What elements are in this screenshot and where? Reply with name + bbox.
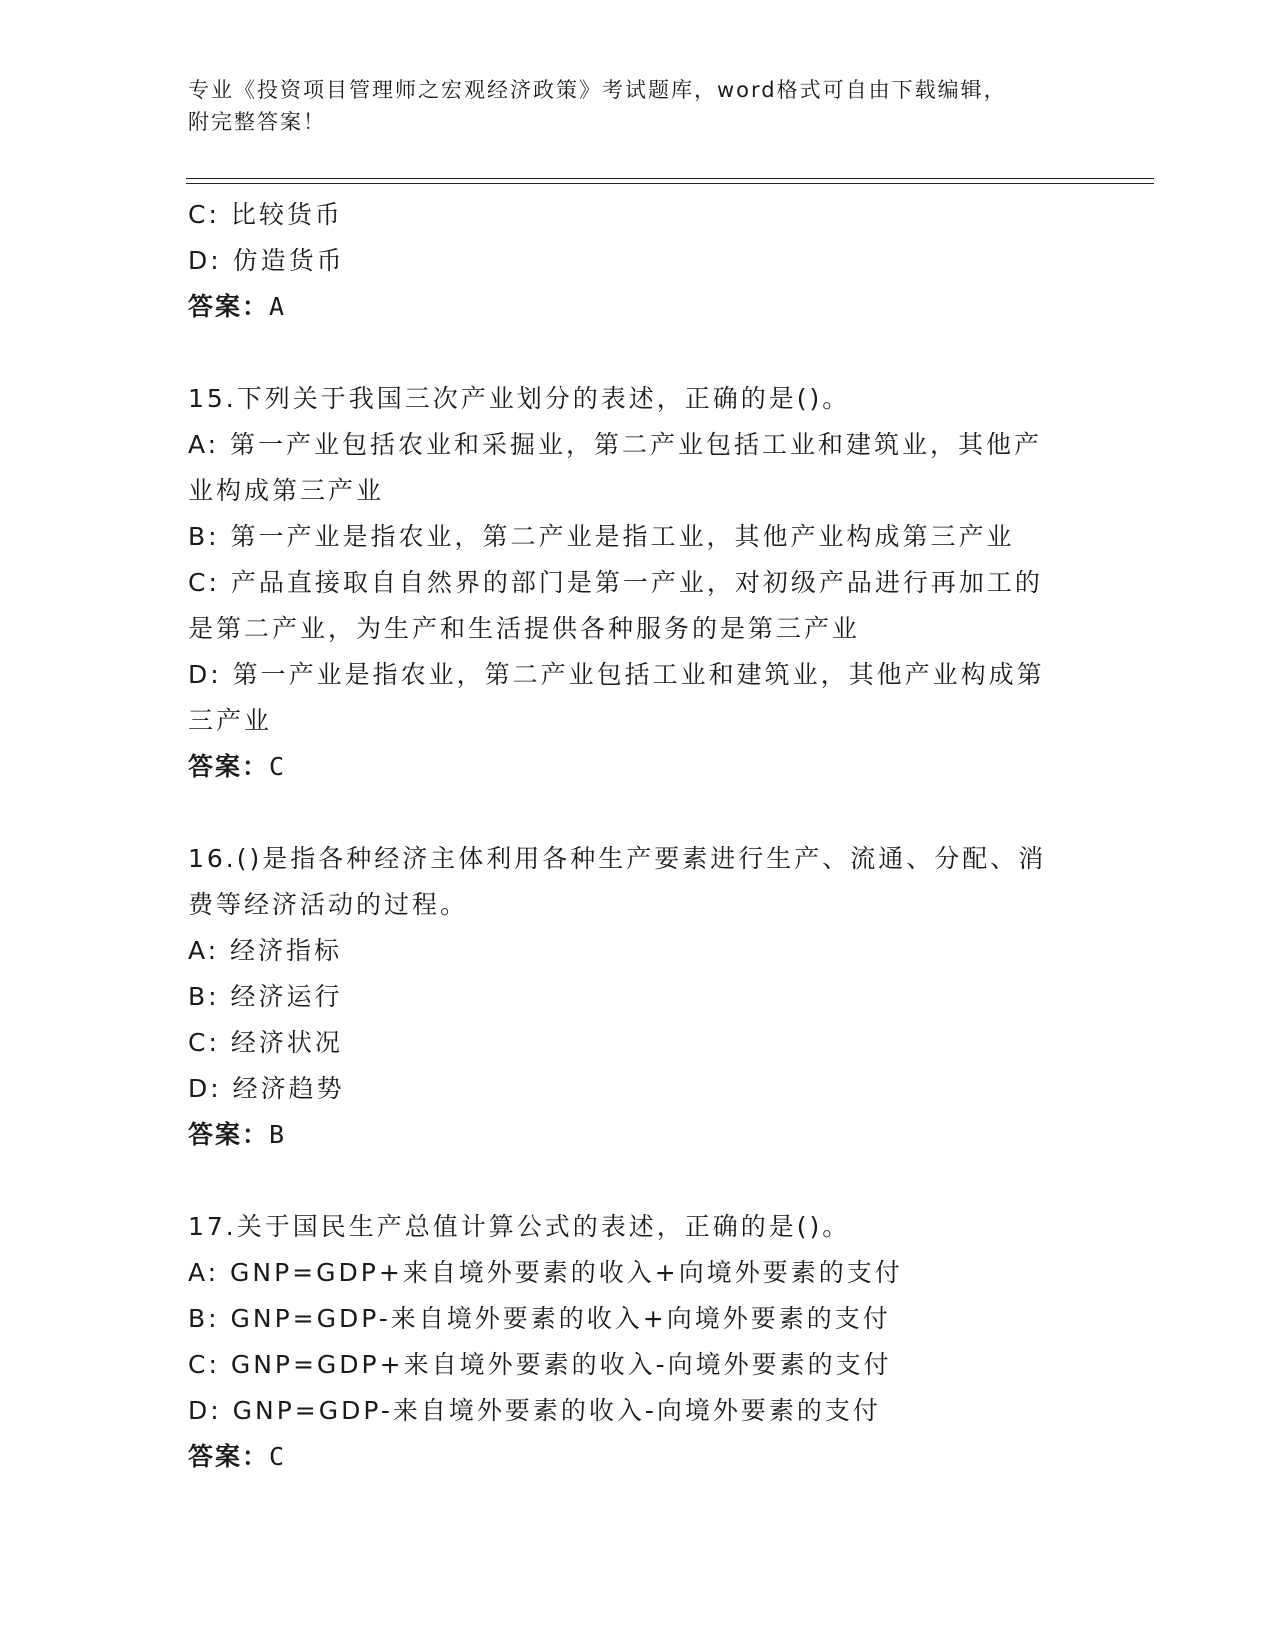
option-line: D: 第一产业是指农业，第二产业包括工业和建筑业，其他产业构成第 bbox=[188, 660, 1045, 689]
option-line: 是第二产业，为生产和生活提供各种服务的是第三产业 bbox=[188, 614, 861, 643]
question-block-14-continued bbox=[188, 192, 1088, 330]
option-line: 业构成第三产业 bbox=[188, 476, 385, 505]
option-line: A: 经济指标 bbox=[188, 936, 343, 965]
option-line: C: 经济状况 bbox=[188, 1028, 343, 1057]
option-line: C: 产品直接取自自然界的部门是第一产业，对初级产品进行再加工的 bbox=[188, 568, 1043, 597]
header-line-2: 附完整答案！ bbox=[188, 110, 326, 134]
option-line: D: 经济趋势 bbox=[188, 1074, 345, 1103]
question-block-16 bbox=[188, 836, 1088, 1158]
option-line: D: 仿造货币 bbox=[188, 246, 345, 275]
option-line: A: GNP=GDP+来自境外要素的收入+向境外要素的支付 bbox=[188, 1258, 903, 1287]
question-stem: 17.关于国民生产总值计算公式的表述，正确的是()。 bbox=[188, 1212, 851, 1241]
option-line: D: GNP=GDP-来自境外要素的收入-向境外要素的支付 bbox=[188, 1396, 881, 1425]
question-block-17 bbox=[188, 1204, 1088, 1480]
answer-value: C bbox=[269, 1442, 285, 1471]
answer-line bbox=[188, 1112, 1088, 1158]
spacer bbox=[188, 330, 1088, 376]
question-stem: 15.下列关于我国三次产业划分的表述，正确的是()。 bbox=[188, 384, 851, 413]
option-line: C: 比较货币 bbox=[188, 200, 343, 229]
question-stem: 16.()是指各种经济主体利用各种生产要素进行生产、流通、分配、消 bbox=[188, 844, 1047, 873]
answer-label: 答案： bbox=[188, 1442, 270, 1471]
answer-label: 答案： bbox=[188, 752, 270, 781]
header-divider-bottom bbox=[186, 183, 1154, 184]
header-line-1: 专业《投资项目管理师之宏观经济政策》考试题库，word格式可自由下载编辑， bbox=[188, 78, 1007, 102]
option-line: C: GNP=GDP+来自境外要素的收入-向境外要素的支付 bbox=[188, 1350, 892, 1379]
answer-line bbox=[188, 284, 1088, 330]
document-body bbox=[188, 192, 1088, 1480]
question-block-15 bbox=[188, 376, 1088, 790]
answer-value: B bbox=[269, 1120, 285, 1149]
question-stem: 费等经济活动的过程。 bbox=[188, 890, 469, 919]
option-line: B: GNP=GDP-来自境外要素的收入+向境外要素的支付 bbox=[188, 1304, 891, 1333]
answer-value: C bbox=[269, 752, 285, 781]
option-line: A: 第一产业包括农业和采掘业，第二产业包括工业和建筑业，其他产 bbox=[188, 430, 1043, 459]
answer-label: 答案： bbox=[188, 1120, 270, 1149]
header-divider-top bbox=[186, 178, 1154, 179]
answer-value: A bbox=[269, 292, 285, 321]
option-line: B: 经济运行 bbox=[188, 982, 343, 1011]
answer-line bbox=[188, 744, 1088, 790]
spacer bbox=[188, 790, 1088, 836]
option-line: B: 第一产业是指农业，第二产业是指工业，其他产业构成第三产业 bbox=[188, 522, 1015, 551]
answer-label: 答案： bbox=[188, 292, 270, 321]
spacer bbox=[188, 1158, 1088, 1204]
document-header bbox=[188, 74, 1088, 138]
answer-line bbox=[188, 1434, 1088, 1480]
option-line: 三产业 bbox=[188, 706, 273, 735]
